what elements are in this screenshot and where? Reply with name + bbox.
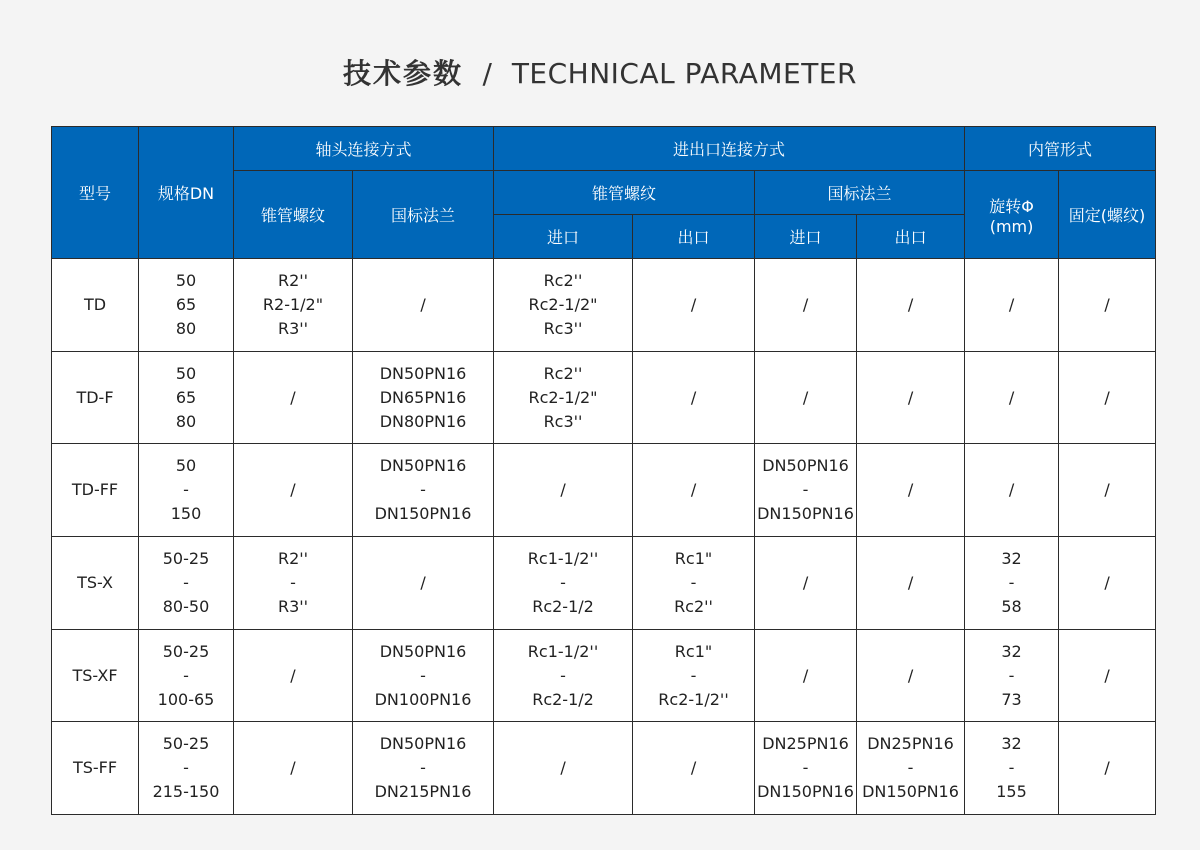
cell-line: -: [290, 572, 296, 592]
cell-line: -: [183, 572, 189, 592]
cell-line: -: [560, 572, 566, 592]
cell-line: /: [1008, 480, 1015, 500]
cell-line: -: [802, 758, 809, 778]
header-flange-in: 进口: [755, 215, 857, 259]
cell-line: DN50PN16: [379, 456, 467, 476]
cell-thread-out: [633, 722, 755, 815]
cell-line: DN150PN16: [374, 504, 472, 524]
header-io-flange: 国标法兰: [755, 171, 965, 215]
cell-line: -: [560, 665, 566, 685]
cell-line: 215-150: [152, 782, 220, 802]
cell-line: /: [802, 294, 809, 314]
cell-line: -: [1008, 572, 1015, 592]
cell-line: DN25PN16: [867, 734, 954, 754]
cell-thread-out: [633, 444, 755, 537]
cell-shaft-flange: [353, 444, 494, 537]
cell-line: -: [420, 758, 426, 778]
header-thread-in: 进口: [494, 215, 633, 259]
cell-line: Rc1-1/2'': [527, 641, 599, 661]
cell-line: /: [1008, 387, 1015, 407]
title-cn: 技术参数: [343, 57, 464, 90]
cell-line: 32: [1001, 641, 1022, 661]
table-row: [52, 259, 1156, 352]
cell-rotate: [965, 259, 1059, 352]
cell-line: 50: [175, 456, 197, 476]
cell-line: DN25PN16: [762, 734, 849, 754]
cell-thread-in: [494, 259, 633, 352]
cell-model: TD: [52, 259, 139, 352]
cell-flange-in: [755, 537, 857, 630]
cell-line: /: [1104, 665, 1110, 685]
cell-line: -: [420, 480, 426, 500]
cell-line: /: [290, 387, 296, 407]
cell-model: TS-FF: [52, 722, 139, 815]
cell-flange-in: [755, 351, 857, 444]
cell-line: 65: [175, 294, 197, 314]
cell-thread-in: [494, 351, 633, 444]
cell-flange-out: [857, 722, 965, 815]
cell-line: /: [907, 480, 914, 500]
cell-fixed: [1059, 351, 1156, 444]
cell-flange-out: [857, 537, 965, 630]
cell-line: -: [420, 665, 426, 685]
cell-line: /: [690, 387, 697, 407]
cell-line: -: [907, 758, 914, 778]
technical-parameter-table: [51, 126, 1156, 815]
header-flange-out: 出口: [857, 215, 965, 259]
cell-fixed: [1059, 537, 1156, 630]
cell-line: /: [1104, 758, 1110, 778]
cell-line: /: [1104, 572, 1110, 592]
cell-flange-out: [857, 444, 965, 537]
cell-flange-out: [857, 629, 965, 722]
cell-line: Rc2'': [543, 363, 583, 383]
header-inner-group: 内管形式: [965, 127, 1156, 171]
cell-rotate: [965, 537, 1059, 630]
cell-fixed: [1059, 444, 1156, 537]
cell-line: 50-25: [162, 734, 210, 754]
cell-line: DN50PN16: [762, 456, 849, 476]
header-rotate-label: 旋转Φ: [989, 196, 1034, 216]
cell-line: R2'': [277, 548, 309, 568]
header-inout-group: 进出口连接方式: [494, 127, 965, 171]
cell-line: R3'': [277, 596, 309, 616]
cell-shaft-flange: [353, 259, 494, 352]
cell-line: Rc2-1/2": [528, 294, 598, 314]
cell-line: /: [290, 665, 296, 685]
cell-line: /: [1104, 387, 1110, 407]
cell-line: -: [183, 480, 189, 500]
header-fixed: 固定(螺纹): [1059, 171, 1156, 259]
cell-line: -: [1008, 665, 1015, 685]
header-thread-out: 出口: [633, 215, 755, 259]
table-body: [52, 259, 1156, 815]
cell-model: TS-XF: [52, 629, 139, 722]
cell-line: Rc3'': [543, 411, 583, 431]
cell-line: 80: [175, 411, 197, 431]
cell-rotate: [965, 351, 1059, 444]
table-header: [52, 127, 1156, 259]
page-title: [0, 52, 1200, 92]
cell-line: /: [907, 572, 914, 592]
header-model: 型号: [52, 127, 139, 259]
cell-line: 32: [1001, 548, 1022, 568]
cell-line: DN100PN16: [374, 689, 472, 709]
cell-spec: [139, 629, 234, 722]
cell-thread-in: [494, 444, 633, 537]
cell-model: TD-FF: [52, 444, 139, 537]
cell-line: -: [183, 758, 189, 778]
cell-line: 73: [1001, 689, 1022, 709]
cell-fixed: [1059, 259, 1156, 352]
cell-model: TS-X: [52, 537, 139, 630]
cell-flange-out: [857, 259, 965, 352]
cell-line: 50-25: [162, 548, 210, 568]
cell-rotate: [965, 629, 1059, 722]
cell-line: Rc2'': [543, 270, 583, 290]
cell-line: 150: [170, 504, 202, 524]
cell-thread-in: [494, 537, 633, 630]
cell-line: DN150PN16: [757, 504, 854, 524]
cell-line: Rc2'': [674, 596, 713, 616]
table-row: [52, 351, 1156, 444]
cell-line: -: [690, 665, 697, 685]
cell-line: DN50PN16: [379, 363, 467, 383]
table-row: [52, 537, 1156, 630]
cell-shaft-flange: [353, 537, 494, 630]
cell-thread-in: [494, 629, 633, 722]
title-separator: /: [482, 57, 493, 90]
cell-line: /: [690, 480, 697, 500]
cell-line: Rc1": [674, 548, 713, 568]
cell-line: /: [907, 387, 914, 407]
cell-line: 50: [175, 363, 197, 383]
cell-flange-in: [755, 722, 857, 815]
cell-line: -: [1008, 758, 1015, 778]
cell-line: /: [560, 758, 566, 778]
cell-line: 100-65: [157, 689, 215, 709]
cell-line: /: [1104, 294, 1110, 314]
table-row: [52, 722, 1156, 815]
cell-line: /: [907, 665, 914, 685]
cell-line: /: [1008, 294, 1015, 314]
cell-line: DN50PN16: [379, 641, 467, 661]
cell-line: Rc3'': [543, 318, 583, 338]
cell-spec: [139, 537, 234, 630]
cell-line: /: [420, 294, 426, 314]
cell-model: TD-F: [52, 351, 139, 444]
cell-line: 80: [175, 318, 197, 338]
cell-spec: [139, 351, 234, 444]
cell-flange-in: [755, 259, 857, 352]
cell-line: DN80PN16: [379, 411, 467, 431]
cell-line: 155: [996, 782, 1027, 802]
cell-spec: [139, 722, 234, 815]
cell-line: Rc1": [674, 641, 713, 661]
cell-line: Rc2-1/2: [532, 689, 594, 709]
header-spec: 规格DN: [139, 127, 234, 259]
cell-line: Rc1-1/2'': [527, 548, 599, 568]
cell-shaft-thread: [234, 444, 353, 537]
cell-line: -: [690, 572, 697, 592]
cell-line: -: [802, 480, 809, 500]
cell-line: 58: [1001, 596, 1022, 616]
cell-line: /: [560, 480, 566, 500]
cell-shaft-flange: [353, 351, 494, 444]
cell-line: R2-1/2": [262, 294, 324, 314]
cell-rotate: [965, 444, 1059, 537]
cell-line: DN150PN16: [757, 782, 854, 802]
header-shaft-thread: 锥管螺纹: [234, 171, 353, 259]
table-row: [52, 444, 1156, 537]
cell-shaft-thread: [234, 351, 353, 444]
cell-shaft-flange: [353, 722, 494, 815]
cell-spec: [139, 444, 234, 537]
cell-line: 80-50: [162, 596, 210, 616]
cell-line: /: [802, 572, 809, 592]
cell-line: /: [802, 387, 809, 407]
cell-line: Rc2-1/2: [532, 596, 594, 616]
cell-shaft-thread: [234, 259, 353, 352]
cell-flange-in: [755, 629, 857, 722]
cell-line: DN50PN16: [379, 734, 467, 754]
cell-line: R3'': [277, 318, 309, 338]
cell-thread-out: [633, 537, 755, 630]
cell-fixed: [1059, 722, 1156, 815]
title-en: TECHNICAL PARAMETER: [511, 57, 857, 90]
cell-line: /: [690, 294, 697, 314]
cell-line: /: [290, 758, 296, 778]
cell-line: DN150PN16: [862, 782, 959, 802]
cell-line: 50-25: [162, 641, 210, 661]
header-shaft-group: 轴头连接方式: [234, 127, 494, 171]
cell-line: /: [802, 665, 809, 685]
cell-line: /: [290, 480, 296, 500]
cell-shaft-thread: [234, 537, 353, 630]
cell-shaft-thread: [234, 722, 353, 815]
cell-line: /: [1104, 480, 1110, 500]
header-rotate: [965, 171, 1059, 259]
cell-line: DN65PN16: [379, 387, 467, 407]
cell-line: R2'': [277, 270, 309, 290]
cell-shaft-flange: [353, 629, 494, 722]
cell-line: Rc2-1/2": [528, 387, 598, 407]
cell-shaft-thread: [234, 629, 353, 722]
cell-line: 50: [175, 270, 197, 290]
header-rotate-unit: (mm): [989, 216, 1034, 236]
header-shaft-flange: 国标法兰: [353, 171, 494, 259]
cell-line: /: [690, 758, 697, 778]
cell-line: /: [907, 294, 914, 314]
cell-flange-in: [755, 444, 857, 537]
table-row: [52, 629, 1156, 722]
cell-line: Rc2-1/2'': [658, 689, 729, 709]
cell-line: /: [420, 572, 426, 592]
cell-line: 65: [175, 387, 197, 407]
cell-thread-out: [633, 351, 755, 444]
cell-line: DN215PN16: [374, 782, 472, 802]
cell-line: 32: [1001, 734, 1022, 754]
cell-thread-out: [633, 629, 755, 722]
cell-thread-out: [633, 259, 755, 352]
cell-spec: [139, 259, 234, 352]
cell-flange-out: [857, 351, 965, 444]
header-io-thread: 锥管螺纹: [494, 171, 755, 215]
cell-thread-in: [494, 722, 633, 815]
cell-fixed: [1059, 629, 1156, 722]
cell-line: -: [183, 665, 189, 685]
cell-rotate: [965, 722, 1059, 815]
